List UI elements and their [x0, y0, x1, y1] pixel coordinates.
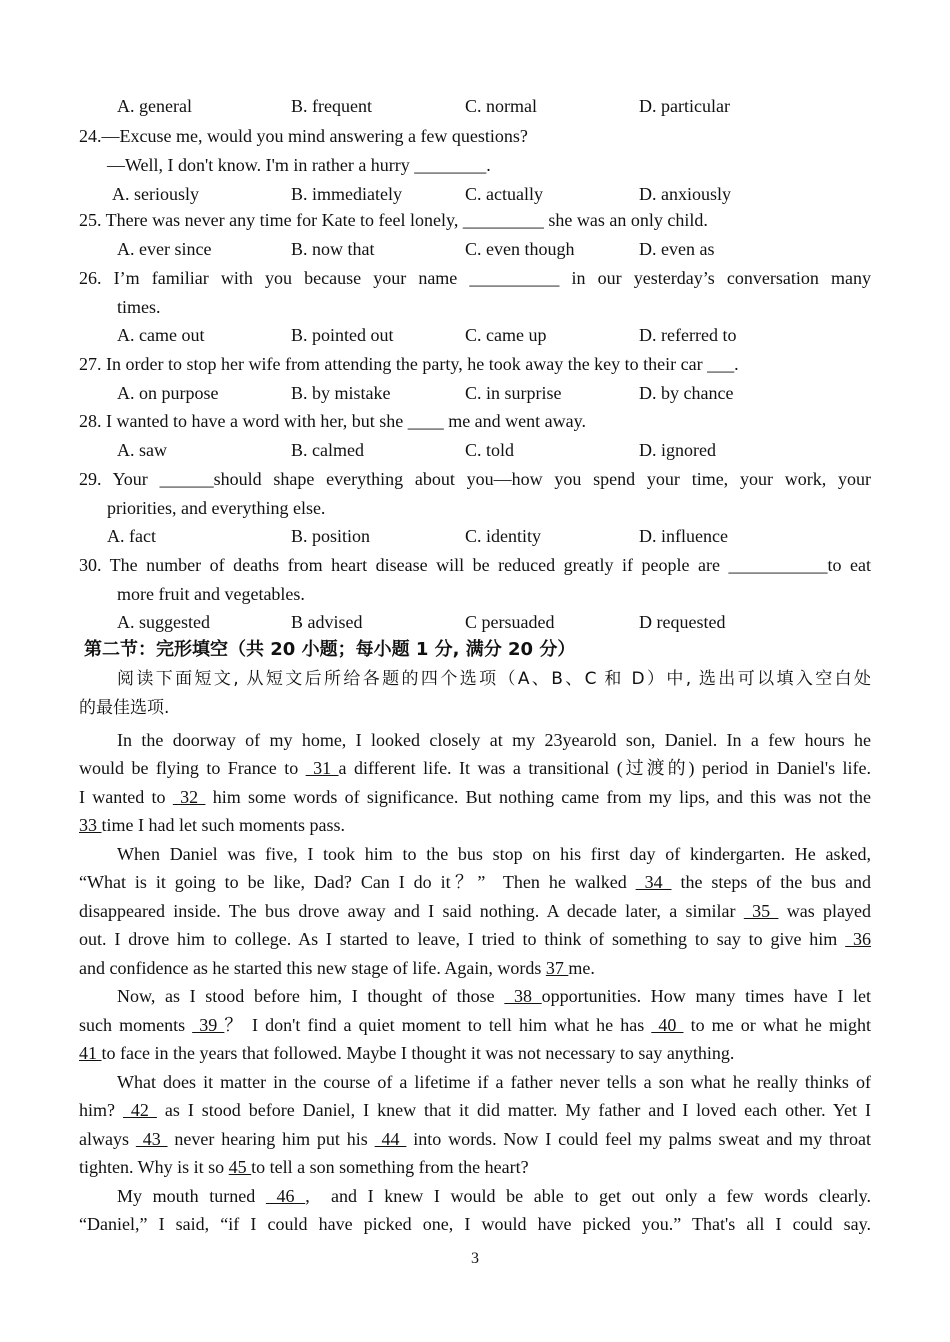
- q28-option-c: C. told: [465, 440, 515, 460]
- passage-p5-line-1: [117, 1184, 871, 1208]
- blank-34: 34: [635, 872, 672, 892]
- q23-options: [79, 94, 871, 118]
- passage-p1-line-3: [79, 785, 871, 809]
- blank-46: 46: [265, 1186, 306, 1206]
- passage-p1-line-1: In the doorway of my home, I looked closely at my 23yearold son, Daniel. In a few hours he: [117, 730, 871, 750]
- passage-p5-line-2: “Daniel,” I said, “if I could have picked one, I would have picked you.” That's all I could say.: [79, 1214, 871, 1234]
- passage-p4-line-3: [79, 1127, 871, 1151]
- q28-stem: 28. I wanted to have a word with her, but she ____ me and went away.: [79, 411, 586, 431]
- passage-text: to tell a son something from the heart?: [251, 1157, 529, 1177]
- passage-p1-line-4: [79, 813, 345, 837]
- passage-text: as I stood before Daniel, I knew that it did matter. My father and I loved each other. Yet I: [156, 1100, 872, 1120]
- q25-options: [79, 237, 871, 261]
- q30-stem-cont: more fruit and vegetables.: [117, 584, 305, 604]
- passage-text: would be flying to France to: [79, 758, 306, 778]
- q30-option-c: C persuaded: [465, 612, 555, 632]
- blank-39: 39: [192, 1015, 225, 1035]
- passage-p2-line-2: [79, 870, 871, 894]
- q23-option-d: D. particular: [639, 96, 730, 116]
- passage-p3-line-2: [79, 1013, 871, 1037]
- q30-options: [79, 610, 871, 634]
- passage-text: opportunities. How many times have I let: [541, 986, 872, 1006]
- passage-p2-line-4: [79, 927, 871, 951]
- blank-42: 42: [122, 1100, 157, 1120]
- q24-reply: —Well, I don't know. I'm in rather a hurry ________.: [107, 155, 491, 175]
- passage-p4-line-2: [79, 1098, 871, 1122]
- passage-text: Now, as I stood before him, I thought of those: [117, 986, 505, 1006]
- passage-text: out. I drove him to college. As I started to leave, I tried to think of something to say to give him: [79, 929, 846, 949]
- passage-text: My mouth turned: [117, 1186, 266, 1206]
- passage-p4-line-4: [79, 1155, 529, 1179]
- q26-stem-cont: times.: [117, 297, 161, 317]
- q28-options: [79, 438, 871, 462]
- q26-stem: 26. I’m familiar with you because your name __________ in our yesterday’s conversation many: [79, 268, 871, 288]
- section-instruction-line-2: 的最佳选项.: [79, 698, 170, 718]
- q24-option-c: C. actually: [465, 184, 543, 204]
- passage-text: , and I knew I would be able to get out only a few words clearly.: [305, 1186, 872, 1206]
- passage-text: to face in the years that followed. Maybe I thought it was not necessary to say anything.: [101, 1043, 735, 1063]
- q25-stem: 25. There was never any time for Kate to feel lonely, _________ she was an only child.: [79, 210, 708, 230]
- q28-option-a: A. saw: [117, 440, 167, 460]
- blank-37: 37: [545, 958, 569, 978]
- q26-option-a: A. came out: [117, 325, 205, 345]
- passage-p3-line-1: [117, 984, 871, 1008]
- q28-option-d: D. ignored: [639, 440, 716, 460]
- q29-option-c: C. identity: [465, 526, 541, 546]
- blank-33: 33: [79, 815, 102, 835]
- q26-option-c: C. came up: [465, 325, 547, 345]
- passage-p2-line-1: When Daniel was five, I took him to the bus stop on his first day of kindergarten. He asked,: [117, 844, 871, 864]
- page-number: 3: [471, 1250, 479, 1267]
- passage-p4-line-1: What does it matter in the course of a lifetime if a father never tells a son what he really thinks of: [117, 1072, 871, 1092]
- passage-text: him?: [79, 1100, 123, 1120]
- q30-option-a: A. suggested: [117, 612, 210, 632]
- passage-text: time I had let such moments pass.: [101, 815, 345, 835]
- q29-stem: 29. Your ______should shape everything about you—how you spend your time, your work, your: [79, 469, 871, 489]
- q27-option-a: A. on purpose: [117, 383, 219, 403]
- section-heading: 第二节：完形填空（共 20 小题；每小题 1 分, 满分 20 分）: [84, 639, 576, 660]
- q26-options: [79, 323, 871, 347]
- passage-text: such moments: [79, 1015, 193, 1035]
- q23-option-b: B. frequent: [291, 96, 372, 116]
- q24-option-d: D. anxiously: [639, 184, 731, 204]
- q24-stem: 24.—Excuse me, would you mind answering a few questions?: [79, 126, 528, 146]
- passage-text: never hearing him put his: [167, 1129, 375, 1149]
- blank-40: 40: [651, 1015, 684, 1035]
- q29-options: [79, 524, 871, 548]
- passage-text: disappeared inside. The bus drove away and I said nothing. A decade later, a similar: [79, 901, 744, 921]
- blank-41: 41: [79, 1043, 102, 1063]
- q29-option-b: B. position: [291, 526, 371, 546]
- passage-p2-line-3: [79, 899, 871, 923]
- q26-option-d: D. referred to: [639, 325, 737, 345]
- q24-option-b: B. immediately: [291, 184, 402, 204]
- passage-text: into words. Now I could feel my palms sweat and my throat: [406, 1129, 872, 1149]
- q25-option-b: B. now that: [291, 239, 375, 259]
- passage-p2-line-5: [79, 956, 595, 980]
- passage-text: and confidence as he started this new stage of life. Again, words: [79, 958, 546, 978]
- q23-option-c: C. normal: [465, 96, 537, 116]
- passage-text: always: [79, 1129, 136, 1149]
- q29-option-d: D. influence: [639, 526, 728, 546]
- blank-35: 35: [743, 901, 779, 921]
- blank-43: 43: [135, 1129, 168, 1149]
- passage-text: the steps of the bus and: [671, 872, 872, 892]
- q28-option-b: B. calmed: [291, 440, 364, 460]
- q24-option-a: A. seriously: [112, 184, 199, 204]
- section-instruction-line-1: 阅读下面短文, 从短文后所给各题的四个选项（A、B、C 和 D）中, 选出可以填入空白处: [117, 669, 871, 689]
- q30-option-d: D requested: [639, 612, 726, 632]
- q27-option-c: C. in surprise: [465, 383, 562, 403]
- passage-text: I wanted to: [79, 787, 173, 807]
- passage-p3-line-3: [79, 1041, 734, 1065]
- q29-option-a: A. fact: [107, 526, 156, 546]
- q26-option-b: B. pointed out: [291, 325, 394, 345]
- q25-option-c: C. even though: [465, 239, 575, 259]
- q24-options: [79, 182, 871, 206]
- q27-options: [79, 381, 871, 405]
- passage-p1-line-2: [79, 756, 871, 780]
- blank-32: 32: [172, 787, 206, 807]
- blank-45: 45: [228, 1157, 252, 1177]
- passage-text: “What is it going to be like, Dad? Can I do it？” Then he walked: [79, 872, 636, 892]
- q23-option-a: A. general: [117, 96, 192, 116]
- passage-text: to me or what he might: [683, 1015, 871, 1035]
- q30-option-b: B advised: [291, 612, 363, 632]
- blank-36: 36: [845, 929, 871, 949]
- q25-option-d: D. even as: [639, 239, 715, 259]
- passage-text: a different life. It was a transitional (过渡的) period in Daniel's life.: [338, 758, 872, 778]
- blank-44: 44: [374, 1129, 407, 1149]
- q25-option-a: A. ever since: [117, 239, 212, 259]
- q27-option-b: B. by mistake: [291, 383, 391, 403]
- q27-option-d: D. by chance: [639, 383, 734, 403]
- passage-text: was played: [778, 901, 871, 921]
- q30-stem: 30. The number of deaths from heart disease will be reduced greatly if people are ___________to eat: [79, 555, 871, 575]
- blank-38: 38: [504, 986, 542, 1006]
- passage-text: ？ I don't find a quiet moment to tell him what he has: [224, 1015, 652, 1035]
- passage-text: him some words of significance. But nothing came from my lips, and this was not the: [205, 787, 872, 807]
- q29-stem-cont: priorities, and everything else.: [107, 498, 326, 518]
- passage-text: tighten. Why is it so: [79, 1157, 229, 1177]
- q27-stem: 27. In order to stop her wife from attending the party, he took away the key to their car ___.: [79, 354, 739, 374]
- passage-text: me.: [568, 958, 595, 978]
- blank-31: 31: [305, 758, 339, 778]
